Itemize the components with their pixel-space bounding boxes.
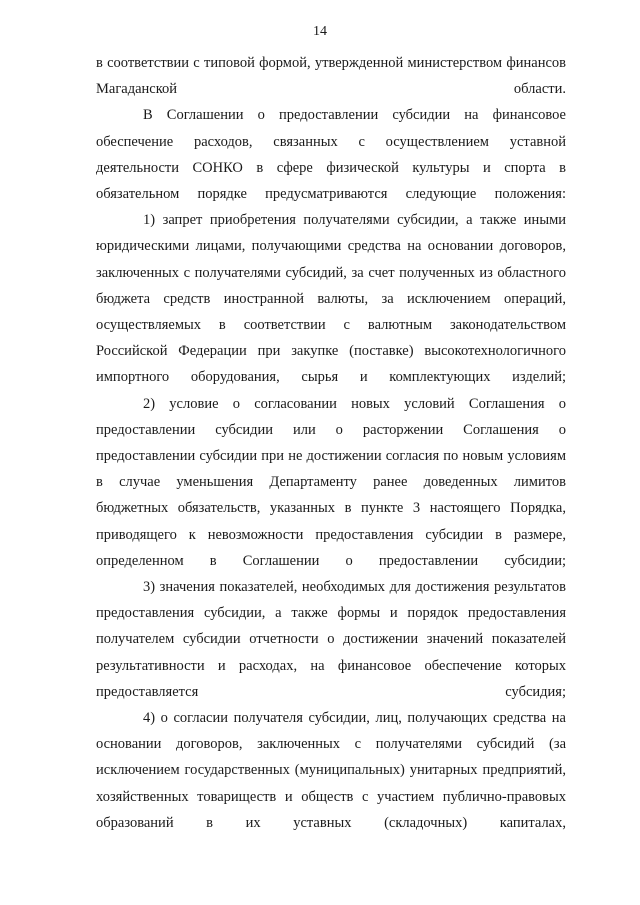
document-body: [96, 50, 566, 836]
text-line: бюджетных обязательств, указанных в пункте 3 настоящего Порядка,: [96, 500, 566, 517]
text-line: предоставления субсидии, а также формы и порядок предоставления: [96, 605, 566, 622]
text-line: о предоставлении субсидии или о расторжении Соглашения: [96, 395, 566, 438]
text-line: деятельности СОНКО в сфере физической культуры и спорта: [96, 159, 546, 176]
text-line: 1) запрет приобретения получателями субсидии, а также иными: [143, 212, 566, 229]
text-line: предоставляется субсидия;: [96, 683, 566, 700]
text-line: осуществляемых в соответствии с валютным законодательством: [96, 317, 566, 334]
text-line: получателем субсидии отчетности о достижении значений показателей: [96, 631, 566, 648]
text-line: условиям в случае уменьшения Департаменту ранее доведенных лимитов: [96, 448, 566, 491]
text-line: (за исключением государственных (муниципальных) унитарных: [96, 736, 567, 779]
paragraph: [96, 50, 566, 102]
text-line: в соответствии с типовой формой, утвержденной министерством финансов: [96, 55, 566, 71]
text-line: заключенных с получателями субсидий, за счет полученных из областного: [96, 264, 566, 281]
paragraph: [96, 391, 566, 574]
text-line: обеспечение расходов, связанных с осуществлением уставной: [96, 133, 566, 150]
text-line: 2) условие о согласовании новых условий Соглашения: [143, 395, 545, 412]
paragraph: [96, 574, 566, 705]
text-line: приводящего к невозможности предоставления субсидии в размере,: [96, 526, 566, 543]
paragraph: [96, 705, 566, 836]
text-line: публично-правовых образований в их уставных (складочных) капиталах,: [96, 788, 566, 831]
text-line: 4) о согласии получателя субсидии, лиц, получающих средства: [143, 710, 547, 727]
page-number: 14: [313, 24, 327, 39]
text-line: бюджета средств иностранной валюты, за исключением операций,: [96, 290, 566, 307]
text-line: в обязательном порядке предусматриваются следующие положения:: [96, 159, 567, 203]
text-line: В Соглашении о предоставлении субсидии на финансовое: [143, 107, 566, 124]
text-line: импортного оборудования, сырья и комплектующих изделий;: [96, 369, 566, 386]
text-line: результативности и расходах, на финансовое обеспечение которых: [96, 657, 566, 674]
text-line: о предоставлении субсидии при не достижении согласия по новым: [96, 421, 567, 465]
paragraph: [96, 207, 566, 390]
text-line: 3) значения показателей, необходимых для достижения результатов: [143, 579, 566, 596]
text-line: Магаданской области.: [96, 81, 566, 98]
text-line: на основании договоров, заключенных с получателями субсидий: [96, 710, 566, 753]
text-line: предприятий, хозяйственных товариществ и обществ с участием: [96, 762, 566, 805]
paragraph: [96, 102, 566, 207]
text-line: юридическими лицами, получающими средства на основании договоров,: [96, 238, 566, 255]
text-line: Российской Федерации при закупке (поставке) высокотехнологичного: [96, 343, 566, 360]
text-line: определенном в Соглашении о предоставлении субсидии;: [96, 552, 566, 569]
